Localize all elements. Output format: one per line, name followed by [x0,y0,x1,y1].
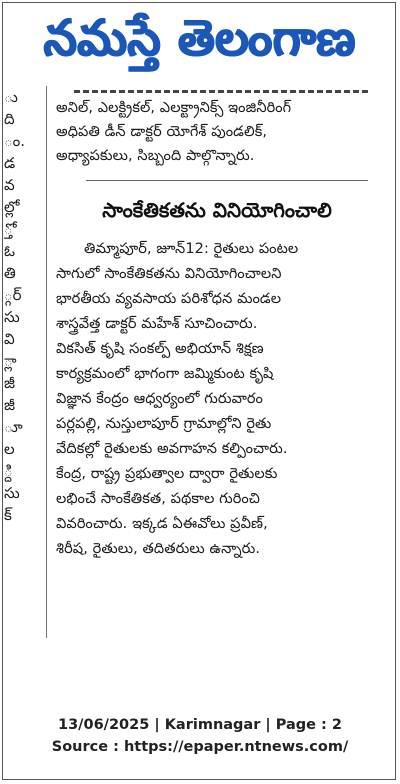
left-column-fragment: తి [4,264,16,282]
left-column-fragment: వ [4,176,15,194]
left-column-fragment: ల్లో [4,198,20,216]
article-line: వివరించారు. ఇక్కడ ఏఈవోలు ప్రవీణ్, [56,516,268,532]
left-column-fragment: క్ [4,506,12,524]
left-column-fragment: ల [4,440,15,458]
article-line: పర్లపల్లి, నుస్తులాపూర్ గ్రామాల్లోని రైతు [56,416,272,432]
left-column-fragment: వి [4,330,15,348]
left-column-fragment: సు [4,308,20,326]
previous-article-line: అనిల్, ఎలక్ట్రికల్, ఎలక్ట్రానిక్స్ ఇంజినీరింగ్ [56,100,292,116]
column-divider [46,86,47,638]
article-separator [86,180,368,181]
left-column-fragment: ు [4,88,18,106]
left-column-fragment: ్గర్ [4,286,22,304]
newspaper-clipping [4,86,394,646]
article-line: వికసిత్ కృషి సంకల్ప్ అభియాన్ శిక్షణ [56,341,264,357]
newspaper-masthead: నమస్తే తెలంగాణ [43,9,357,67]
article-line: విజ్ఞాన కేంద్రం ఆధ్వర్యంలో గురువారం [56,391,263,407]
article-line: తిమ్మాపూర్, జూన్12: రైతులు పంటల [84,241,299,257]
left-column-fragment: జీ [4,374,15,392]
article-line: కేంద్ర, రాష్ట్ర ప్రభుత్వాల ద్వారా రైతులకు [56,466,278,482]
left-column-fragment: ్లా [4,352,17,370]
article-line: లభించే సాంకేతికత, పథకాల గురించి [56,491,260,507]
left-column-fragment: ్ధి [4,462,13,480]
left-column-fragments [4,86,38,606]
article-column [56,86,378,562]
left-column-fragment: జీ [4,396,15,414]
article-line: వేదికల్లో రైతులకు అవగాహన కల్పించారు. [56,441,288,457]
previous-article-text [56,96,378,168]
article-body [56,237,378,562]
left-column-fragment: ది [4,110,15,128]
footer-date-edition: 13/06/2025 | Karimnagar | Page : 2 [58,717,342,733]
article-line: సాగులో సాంకేతికతను వినియోగించాలని [56,266,282,282]
article-headline: సాంకేతికతను వినియోగించాలి [102,198,332,222]
cut-off-text-line [56,86,378,96]
left-column-fragment: సు [4,484,20,502]
article-line: భారతీయ వ్యవసాయ పరిశోధన మండల [56,291,282,307]
left-column-fragment: ్తో [4,220,13,238]
previous-article-line: అధ్యాపకులు, సిబ్బంది పాల్గొన్నారు. [56,148,255,164]
left-column-fragment: ం. [4,132,26,150]
left-column-fragment: డ [4,154,16,172]
left-column-fragment: ఓ [4,242,15,260]
footer-source: Source : https://epaper.ntnews.com/ [51,739,349,755]
left-column-fragment: ూ [4,418,23,436]
article-line: శాస్త్రవేత్త డాక్టర్ మహేశ్ సూచించారు. [56,316,258,332]
article-line: శిరీష, రైతులు, తదితరులు ఉన్నారు. [56,541,261,557]
previous-article-line: అధిపతి డీన్ డాక్టర్ యోగేశ్ పుండలిక్, [56,124,268,140]
article-line: కార్యక్రమంలో భాగంగా జమ్మికుంట కృషి [56,366,274,382]
